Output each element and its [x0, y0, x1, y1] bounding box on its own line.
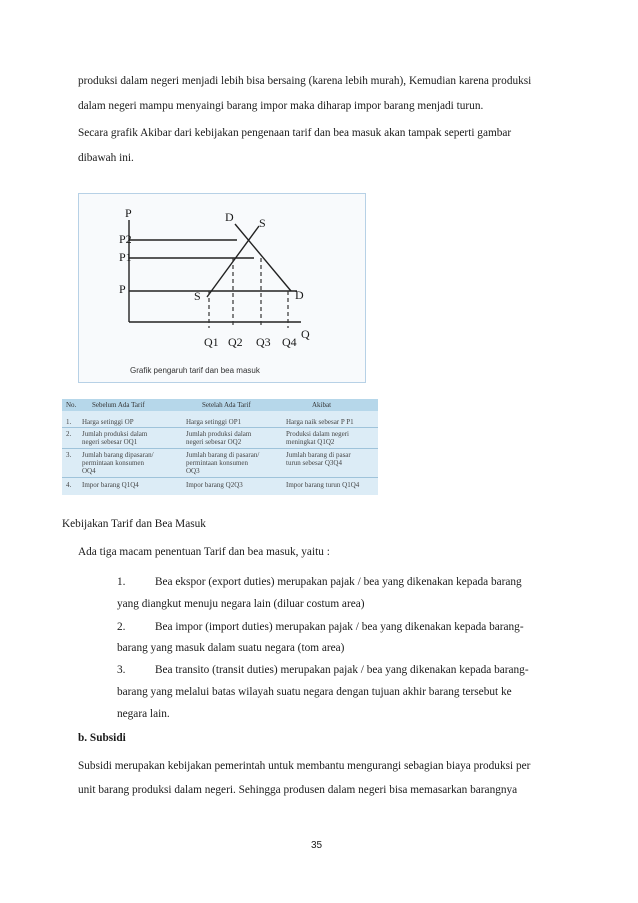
- table-row-2-effect-b: meningkat Q1Q2: [286, 438, 335, 446]
- demand-top-label: D: [225, 210, 234, 224]
- q1-label: Q1: [204, 335, 219, 349]
- subsidi-line-2: unit barang produksi dalam negeri. Sehingga produsen dalam negeri bisa memasarkan barangnya: [78, 784, 518, 796]
- table-row-2-after-a: Jumlah produksi dalam: [186, 430, 252, 438]
- table-row-3-after-b: permintaan konsumen: [186, 459, 249, 467]
- table-rule: [62, 427, 378, 428]
- subsidi-heading: b. Subsidi: [78, 732, 126, 744]
- table-row-2-after-b: negeri sebesar OQ2: [186, 438, 242, 446]
- table-row-1-no: 1.: [66, 418, 72, 426]
- list-item-2-line-1: Bea impor (import duties) merupakan pajak / bea yang dikenakan kepada barang-: [155, 621, 524, 633]
- table-row-3-before-a: Jumlah barang dipasaran/: [82, 451, 154, 459]
- table-row-2-before-a: Jumlah produksi dalam: [82, 430, 148, 438]
- axis-q-label: Q: [301, 327, 310, 341]
- supply-bottom-label: S: [194, 289, 201, 303]
- table-header-before: Sebelum Ada Tarif: [92, 401, 145, 409]
- list-item-1-line-1: Bea ekspor (export duties) merupakan pajak / bea yang dikenakan kepada barang: [155, 576, 522, 588]
- table-row-1-before: Harga setinggi OP: [82, 418, 134, 426]
- table-header-no: No.: [66, 401, 77, 409]
- table-row-4-after: Impor barang Q2Q3: [186, 481, 243, 489]
- list-item-1-number: 1.: [117, 576, 126, 588]
- p2-label: P2: [119, 232, 132, 246]
- table-row-4-effect: Impor barang turun Q1Q4: [286, 481, 360, 489]
- page-number: 35: [311, 840, 323, 851]
- q3-label: Q3: [256, 335, 271, 349]
- table-row-2-effect-a: Produksi dalam negeri: [286, 430, 349, 438]
- list-item-2-line-2: barang yang masuk dalam suatu negara (tom area): [117, 642, 345, 654]
- table-row-3-no: 3.: [66, 451, 72, 459]
- tariff-graph: [78, 193, 366, 383]
- table-row-3-after-a: Jumlah barang di pasaran/: [186, 451, 260, 459]
- list-item-3-number: 3.: [117, 664, 126, 676]
- table-row-3-before-c: OQ4: [82, 467, 96, 475]
- demand-bottom-label: D: [295, 288, 304, 302]
- table-row-3-after-c: OQ3: [186, 467, 200, 475]
- table-header-after: Setelah Ada Tarif: [202, 401, 251, 409]
- intro-line-1: produksi dalam negeri menjadi lebih bisa bersaing (karena lebih murah), Kemudian karena produksi: [78, 75, 532, 87]
- table-rule: [62, 448, 378, 449]
- section-heading: Kebijakan Tarif dan Bea Masuk: [62, 518, 206, 530]
- q4-label: Q4: [282, 335, 297, 349]
- table-row-3-before-b: permintaan konsumen: [82, 459, 145, 467]
- table-row-4-no: 4.: [66, 481, 72, 489]
- p-label: P: [119, 282, 126, 296]
- axis-p-label: P: [125, 206, 132, 220]
- list-item-1-line-2: yang diangkut menuju negara lain (diluar costum area): [117, 598, 365, 610]
- section-lead: Ada tiga macam penentuan Tarif dan bea masuk, yaitu :: [78, 546, 330, 558]
- list-item-3-line-1: Bea transito (transit duties) merupakan pajak / bea yang dikenakan kepada barang-: [155, 664, 529, 676]
- table-row-1-effect: Harga naik sebesar P P1: [286, 418, 354, 426]
- tariff-table: [62, 399, 378, 495]
- list-item-2-number: 2.: [117, 621, 126, 633]
- table-row-3-effect-a: Jumlah barang di pasar: [286, 451, 351, 459]
- list-item-3-line-2: barang yang melalui batas wilayah suatu negara dengan tujuan akhir barang tersebut ke: [117, 686, 512, 698]
- table-row-1-after: Harga setinggi OP1: [186, 418, 242, 426]
- supply-top-label: S: [259, 216, 266, 230]
- table-rule: [62, 477, 378, 478]
- q2-label: Q2: [228, 335, 243, 349]
- table-row-3-effect-b: turun sebesar Q3Q4: [286, 459, 342, 467]
- subsidi-line-1: Subsidi merupakan kebijakan pemerintah untuk membantu mengurangi sebagian biaya produksi per: [78, 760, 531, 772]
- intro-line-3: Secara grafik Akibar dari kebijakan pengenaan tarif dan bea masuk akan tampak seperti gambar: [78, 127, 512, 139]
- list-item-3-line-3: negara lain.: [117, 708, 170, 720]
- graph-caption: Grafik pengaruh tarif dan bea masuk: [130, 366, 260, 375]
- table-row-2-before-b: negeri sebesar OQ1: [82, 438, 138, 446]
- table-row-4-before: Impor barang Q1Q4: [82, 481, 139, 489]
- table-row-2-no: 2.: [66, 430, 72, 438]
- table-header-effect: Akibat: [312, 401, 332, 409]
- intro-line-2: dalam negeri mampu menyaingi barang impor maka diharap impor barang menjadi turun.: [78, 100, 484, 112]
- p1-label: P1: [119, 250, 132, 264]
- intro-line-4: dibawah ini.: [78, 152, 134, 164]
